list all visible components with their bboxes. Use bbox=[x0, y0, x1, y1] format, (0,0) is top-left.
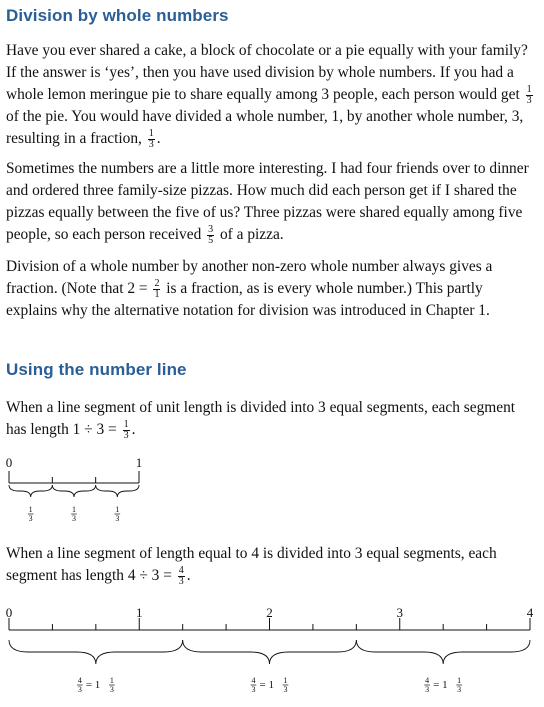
text: of a pizza. bbox=[216, 226, 284, 243]
fraction-denominator: 3 bbox=[148, 138, 154, 150]
unit-number-line bbox=[0, 450, 544, 530]
subsection-title: Using the number line bbox=[6, 360, 187, 379]
tick-label: 0 bbox=[5, 455, 13, 470]
segment-label-text: = 1 bbox=[433, 679, 448, 691]
fraction-numerator: 4 bbox=[178, 564, 184, 576]
fraction-numerator: 1 bbox=[115, 505, 120, 514]
fraction-numerator: 4 bbox=[425, 676, 430, 685]
tick-label: 3 bbox=[396, 605, 403, 620]
fraction bbox=[153, 279, 160, 300]
fraction-denominator: 3 bbox=[109, 685, 114, 694]
segment-brace bbox=[356, 640, 530, 664]
fraction-denominator: 3 bbox=[123, 429, 129, 441]
fraction-numerator: 1 bbox=[72, 505, 76, 514]
fraction-denominator: 3 bbox=[425, 685, 430, 694]
tick-label: 4 bbox=[526, 605, 534, 620]
fraction-denominator: 3 bbox=[251, 685, 256, 694]
text: of the pie. You would have divided a whole number, 1, by another whole number, 3, resulting in a fraction, bbox=[6, 108, 524, 147]
fraction-denominator: 3 bbox=[526, 94, 532, 106]
fraction-numerator: 2 bbox=[154, 277, 160, 289]
tick-label: 1 bbox=[136, 605, 143, 620]
fraction bbox=[207, 225, 214, 246]
text: Sometimes the numbers are a little more interesting. I had four friends over to dinner and ordered three family-size pizzas. How much did each person get if I shared the pizzas equally between the five of us? Three pizzas were shared equally among five people, so each person received bbox=[6, 160, 529, 243]
fraction-denominator: 1 bbox=[154, 288, 160, 300]
segment-brace bbox=[9, 640, 183, 664]
fraction-numerator: 1 bbox=[28, 505, 33, 514]
paragraph-pie bbox=[6, 40, 536, 150]
text: is a fraction, as is every whole number.) This partly explains why the alternative notation for division was introduced in Chapter 1. bbox=[6, 280, 490, 319]
tick-label: 2 bbox=[266, 605, 273, 620]
fraction-denominator: 3 bbox=[115, 514, 120, 523]
segment-label-text: = 1 bbox=[259, 679, 274, 691]
segment-brace bbox=[96, 485, 139, 497]
tick-label: 1 bbox=[135, 455, 143, 470]
fraction bbox=[178, 566, 185, 587]
fraction-denominator: 5 bbox=[208, 234, 214, 246]
fraction bbox=[526, 85, 533, 106]
fraction-numerator: 4 bbox=[77, 676, 82, 685]
fraction-denominator: 3 bbox=[283, 685, 288, 694]
fraction-numerator: 3 bbox=[208, 223, 214, 235]
text: Division of a whole number by another non-zero whole number always gives a fraction. (Note that 2 = bbox=[6, 258, 493, 297]
paragraph-unit-line bbox=[6, 397, 536, 441]
paragraph-four-line bbox=[6, 543, 536, 587]
fraction-denominator: 3 bbox=[77, 685, 82, 694]
text: . bbox=[186, 567, 191, 584]
segment-brace bbox=[183, 640, 357, 664]
fraction-denominator: 3 bbox=[457, 685, 462, 694]
fraction-numerator: 1 bbox=[123, 418, 129, 430]
text: When a line segment of length equal to 4 is divided into 3 equal segments, each segment has length 4 ÷ 3 = bbox=[6, 545, 497, 584]
segment-label-text: = 1 bbox=[85, 679, 101, 691]
segment-brace bbox=[52, 485, 95, 497]
text: Have you ever shared a cake, a block of chocolate or a pie equally with your family? If the answer is ‘yes’, then you have used division by whole numbers. If you had a whole lemon meringue pie to share equally among 3 people, each person would get bbox=[6, 42, 528, 103]
text: . bbox=[131, 421, 136, 438]
section-title: Division by whole numbers bbox=[6, 6, 229, 25]
fraction-denominator: 3 bbox=[72, 514, 76, 523]
fraction-numerator: 1 bbox=[109, 676, 114, 685]
four-number-line bbox=[0, 600, 544, 705]
fraction bbox=[148, 129, 155, 150]
fraction-numerator: 1 bbox=[148, 127, 154, 139]
fraction-denominator: 3 bbox=[28, 514, 33, 523]
fraction-numerator: 1 bbox=[457, 676, 462, 685]
fraction bbox=[123, 420, 130, 441]
fraction-denominator: 3 bbox=[178, 575, 184, 587]
fraction-numerator: 4 bbox=[251, 676, 256, 685]
paragraph-note bbox=[6, 256, 536, 322]
text: When a line segment of unit length is divided into 3 equal segments, each segment has length 1 ÷ 3 = bbox=[6, 399, 516, 438]
segment-brace bbox=[9, 485, 52, 497]
fraction-numerator: 1 bbox=[283, 676, 288, 685]
text: . bbox=[156, 130, 161, 147]
tick-label: 0 bbox=[5, 605, 13, 620]
fraction-numerator: 1 bbox=[526, 83, 532, 95]
paragraph-pizzas bbox=[6, 158, 536, 246]
